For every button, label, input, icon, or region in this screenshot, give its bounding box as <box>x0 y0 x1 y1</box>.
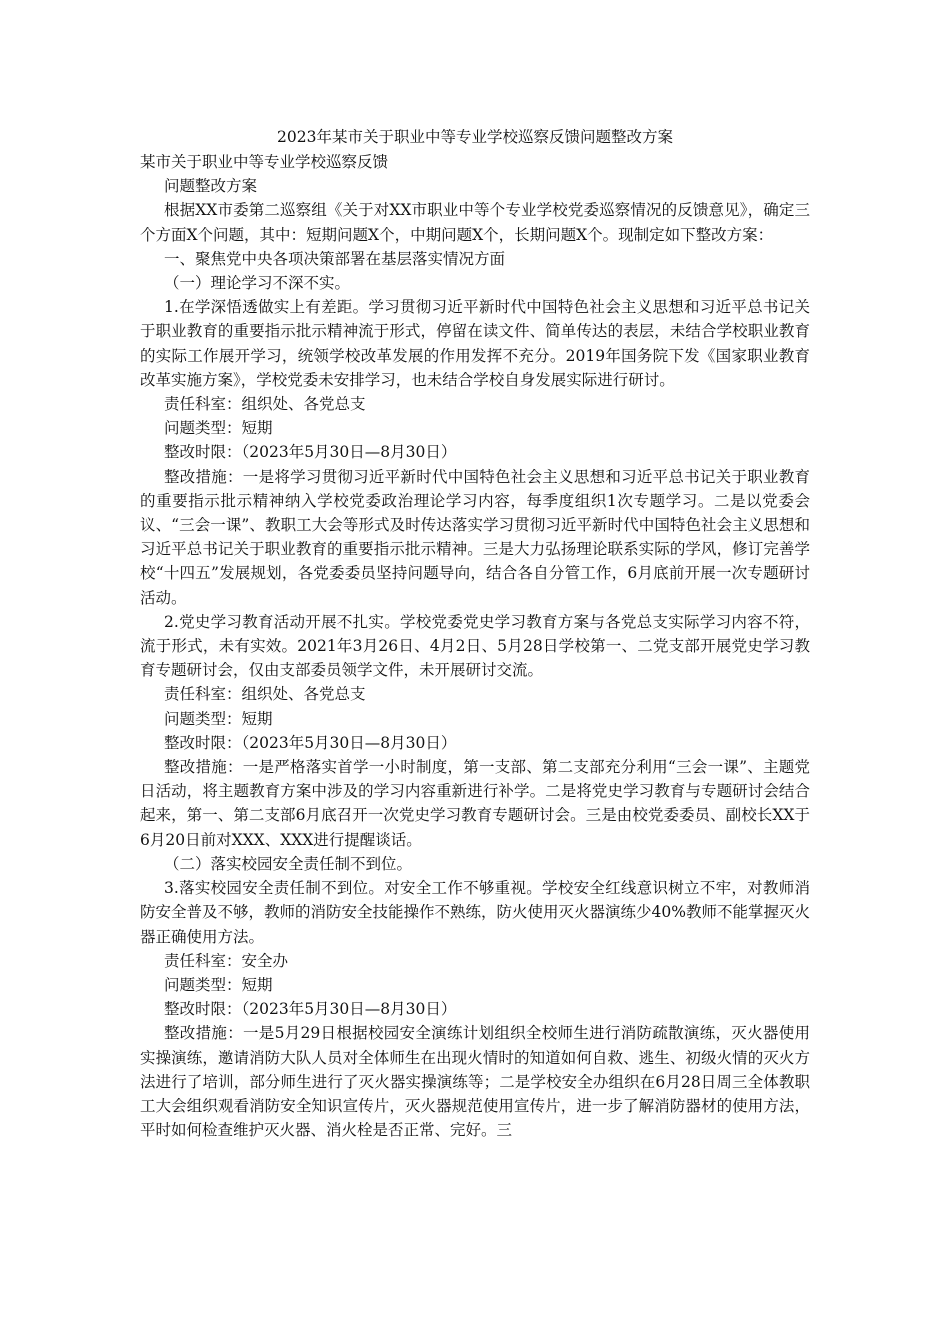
deadline: 整改时限：（2023年5月30日—8月30日） <box>164 1000 457 1019</box>
deadline: 整改时限：（2023年5月30日—8月30日） <box>164 443 457 462</box>
deadline: 整改时限：（2023年5月30日—8月30日） <box>164 733 457 752</box>
issue-3: 3.落实校园安全责任制不到位。对安全工作不够重视。学校安全红线意识树立不牢，对教师消防安全普及不够，教师的消防安全技能操作不熟练，防火使用灭火器演练少40%教师不能掌握灭火器正确使用方法。 <box>140 879 810 946</box>
issue-type: 问题类型：短期 <box>164 419 273 438</box>
section-heading-1: 一、聚焦党中央各项决策部署在基层落实情况方面 <box>164 249 506 268</box>
responsible-dept: 责任科室：组织处、各党总支 <box>164 395 366 414</box>
subsection-heading-2: （二）落实校园安全责任制不到位。 <box>164 854 413 873</box>
issue-1: 1.在学深悟透做实上有差距。学习贯彻习近平新时代中国特色社会主义思想和习近平总书记关于职业教育的重要指示批示精神流于形式，停留在读文件、简单传达的表层，未结合学校职业教育的实际工作展开学习，统领学校改革发展的作用发挥不充分。2019年国务院下发《国家职业教育改革实施方案》，学校党委未安排学习，也未结合学校自身发展实际进行研讨。 <box>140 298 810 389</box>
measures: 整改措施：一是5月29日根据校园安全演练计划组织全校师生进行消防疏散演练，灭火器使用实操演练，邀请消防大队人员对全体师生在出现火情时的知道如何自救、逃生、初级火情的灭火方法进行了培训，部分师生进行了灭火器实操演练等；二是学校安全办组织在6月28日周三全体教职工大会组织观看消防安全知识宣传片，灭火器规范使用宣传片，进一步了解消防器材的使用方法，平时如何检查维护灭火器、消火栓是否正常、完好。三 <box>140 1024 810 1140</box>
subsection-heading-1: （一）理论学习不深不实。 <box>164 274 351 293</box>
document-body <box>140 150 810 1142</box>
issue-2: 2.党史学习教育活动开展不扎实。学校党委党史学习教育方案与各党总支实际学习内容不符，流于形式，未有实效。2021年3月26日、4月2日、5月28日学校第一、二党支部开展党史学习教育专题研讨会，仅由支部委员领学文件，未开展研讨交流。 <box>140 612 810 680</box>
document-title: 2023年某市关于职业中等专业学校巡察反馈问题整改方案 <box>277 128 673 146</box>
paragraph-intro: 根据XX市委第二巡察组《关于对XX市职业中等个专业学校党委巡察情况的反馈意见》，确定三个方面X个问题，其中：短期问题X个，中期问题X个，长期问题X个。现制定如下整改方案： <box>140 201 810 244</box>
measures: 整改措施：一是严格落实首学一小时制度，第一支部、第二支部充分利用“三会一课”、主题党日活动，将主题教育方案中涉及的学习内容重新进行补学。二是将党史学习教育与专题研讨会结合起来，第一、第二支部6月底召开一次党史学习教育专题研讨会。三是由校党委委员、副校长XX于6月20日前对XXX、XXX进行提醒谈话。 <box>140 758 810 849</box>
subtitle-line-2: 问题整改方案 <box>164 177 258 196</box>
subtitle-line-1: 某市关于职业中等专业学校巡察反馈 <box>140 153 389 171</box>
responsible-dept: 责任科室：安全办 <box>164 951 289 970</box>
issue-type: 问题类型：短期 <box>164 709 273 728</box>
responsible-dept: 责任科室：组织处、各党总支 <box>164 685 366 704</box>
issue-type: 问题类型：短期 <box>164 975 273 994</box>
measures: 整改措施：一是将学习贯彻习近平新时代中国特色社会主义思想和习近平总书记关于职业教育的重要指示批示精神纳入学校党委政治理论学习内容，每季度组织1次专题学习。二是以党委会议、“三会一课”、教职工大会等形式及时传达落实学习贯彻习近平新时代中国特色社会主义思想和习近平总书记关于职业教育的重要指示批示精神。三是大力弘扬理论联系实际的学风，修订完善学校“十四五”发展规划，各党委委员坚持问题导向，结合各自分管工作，6月底前开展一次专题研讨活动。 <box>140 467 810 607</box>
